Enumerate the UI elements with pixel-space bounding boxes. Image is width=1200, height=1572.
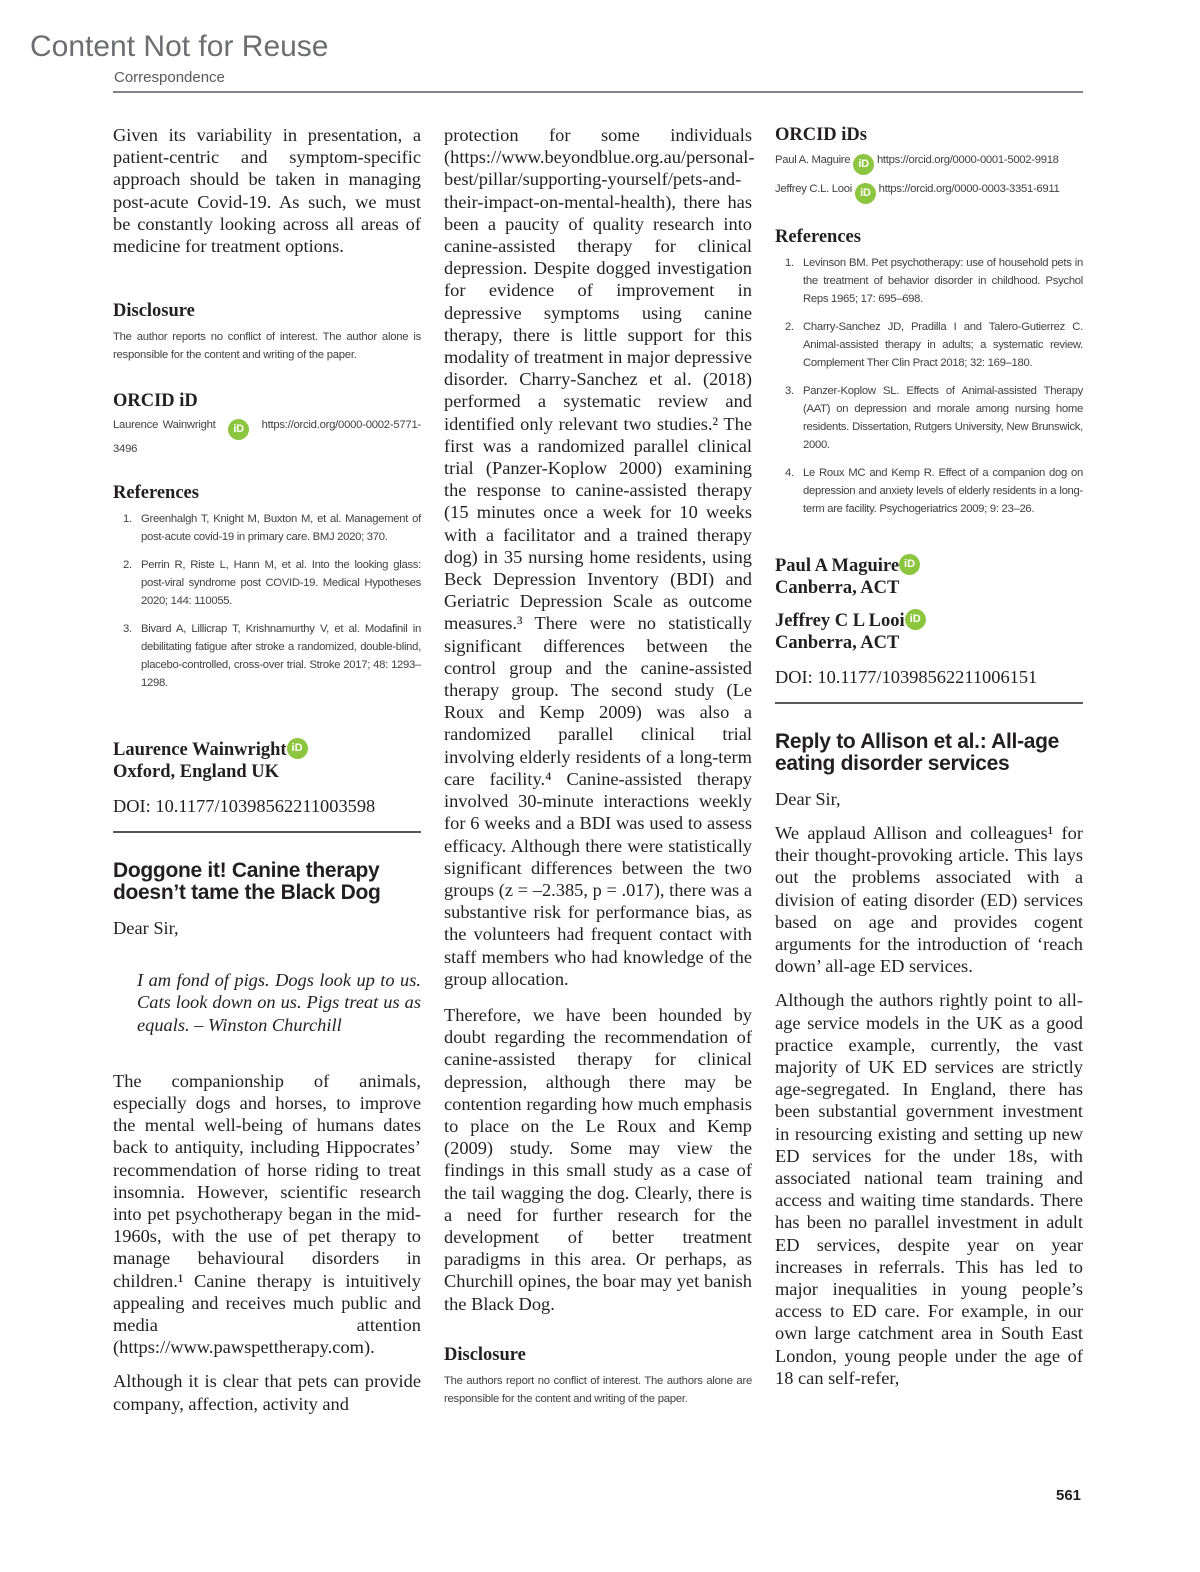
orcid-link[interactable]: https://orcid.org/0000-0003-3351-6911 <box>878 183 1060 195</box>
article-title: Doggone it! Canine therapy doesn’t tame the Black Dog <box>113 859 381 905</box>
orcid-entry <box>775 175 1083 204</box>
orcid-icon[interactable]: iD <box>905 609 926 630</box>
doi: DOI: 10.1177/10398562211006151 <box>775 667 1038 687</box>
column-1 <box>113 124 421 1415</box>
orcid-name: Jeffrey C.L. Looi <box>775 183 852 195</box>
page-number: 561 <box>1056 1487 1082 1504</box>
orcid-name: Laurence Wainwright <box>113 419 216 432</box>
orcid-icon[interactable]: iD <box>855 183 876 204</box>
references-heading: References <box>775 227 861 247</box>
disclosure-heading: Disclosure <box>113 301 195 322</box>
reference-number: 2. <box>785 321 794 333</box>
column-2 <box>444 124 755 1408</box>
orcid-link[interactable]: https://orcid.org/0000-0002-5771-3496 <box>113 419 421 456</box>
disclosure-text: The author reports no conflict of interest. The author alone is responsible for the content and writing of the paper. <box>113 331 421 362</box>
reference-item <box>113 556 421 610</box>
reference-text: Bivard A, Lillicrap T, Krishnamurthy V, et al. Modafinil in debilitating fatigue after stroke a randomized, double-blind, placebo-controlled, cross-over trial. Stroke 2017; 48: 1293–1298. <box>141 623 421 690</box>
author-location: Canberra, ACT <box>775 578 900 598</box>
divider <box>775 702 1083 704</box>
references-list <box>775 254 1083 518</box>
paragraph: Although the authors rightly point to all-age service models in the UK as a good practice example, currently, the vast majority of UK ED services are strictly age-segregated. In England, there has been substantial government investment in resourcing existing and setting up new ED services for the under 18s, with associated national team training and access and waiting time standards. There has been no parallel investment in adult ED services, despite year on year increases in referrals. This has led to major inequalities in young people’s access to ED care. For example, in our own large catchment area in South East London, young people under the age of 18 can self-refer, <box>775 990 1083 1388</box>
reference-item <box>775 318 1083 372</box>
epigraph-quote: I am fond of pigs. Dogs look up to us. Cats look down on us. Pigs treat us as equals. – Winston Churchill <box>137 970 421 1035</box>
author-name <box>775 554 1083 577</box>
reference-number: 3. <box>785 385 794 397</box>
orcid-entry <box>775 146 1083 175</box>
author-name <box>775 609 1083 632</box>
orcid-entry <box>113 416 421 458</box>
orcid-name: Paul A. Maguire <box>775 154 851 166</box>
reference-number: 1. <box>123 513 132 526</box>
reference-number: 1. <box>785 257 794 269</box>
paragraph: Therefore, we have been hounded by doubt regarding the recommendation of canine-assisted therapy for clinical depression, although there may be contention regarding how much emphasis to place on the Le Roux and Kemp (2009) study. Some may view the findings in this small study as a case of the tail wagging the dog. Clearly, there is a need for further research for the development of better treatment paradigms in this area. Or perhaps, as Churchill opines, the boar may yet banish the Black Dog. <box>444 1004 752 1314</box>
paragraph: We applaud Allison and colleagues¹ for their thought-provoking article. This lays out the problems associated with a division of eating disorder (ED) services based on age and provides cogent arguments for the introduction of ‘reach down’ all-age ED services. <box>775 823 1083 977</box>
reference-number: 4. <box>785 467 794 479</box>
author-name-text: Laurence Wainwright <box>113 740 287 761</box>
reference-text: Panzer-Koplow SL. Effects of Animal-assisted Therapy (AAT) on depression and morale among nursing home residents. Dissertation, Rutgers University, New Brunswick, 2000. <box>803 385 1083 451</box>
header-rule <box>113 91 1083 93</box>
paragraph: Although it is clear that pets can provide company, affection, activity and <box>113 1371 421 1414</box>
orcid-icon[interactable]: iD <box>899 554 920 575</box>
reference-text: Charry-Sanchez JD, Pradilla I and Talero-Gutierrez C. Animal-assisted therapy in adults; a systematic review. Complement Ther Clin Pract 2018; 32: 169–180. <box>803 321 1083 369</box>
orcid-heading: ORCID iD <box>113 391 198 412</box>
reference-text: Perrin R, Riste L, Hann M, et al. Into the looking glass: post-viral syndrome post COVID-19. Medical Hypotheses 2020; 144: 110055. <box>141 559 421 608</box>
reference-item <box>113 510 421 546</box>
article-title: Reply to Allison et al.: All-age eating disorder services <box>775 730 1060 775</box>
orcid-heading: ORCID iDs <box>775 125 867 145</box>
references-list <box>113 510 421 692</box>
orcid-icon[interactable]: iD <box>228 419 249 440</box>
reference-number: 3. <box>123 623 132 636</box>
salutation: Dear Sir, <box>775 789 841 809</box>
reference-item <box>775 382 1083 454</box>
disclosure-text: The authors report no conflict of interest. The authors alone are responsible for the content and writing of the paper. <box>444 1374 752 1405</box>
paragraph: The companionship of animals, especially dogs and horses, to improve the mental well-being of humans dates back to antiquity, including Hippocrates’ recommendation of horse riding to treat insomnia. However, scientific research into pet psychotherapy began in the mid-1960s, with the use of pet therapy to manage behavioural disorders in children.¹ Canine therapy is intuitively appealing and receives much public and media attention (https://www.pawspettherapy.com). <box>113 1070 421 1358</box>
doi: DOI: 10.1177/10398562211003598 <box>113 796 376 817</box>
reference-item <box>113 620 421 692</box>
section-label: Correspondence <box>114 69 225 86</box>
orcid-link[interactable]: https://orcid.org/0000-0001-5002-9918 <box>876 154 1059 166</box>
reference-text: Le Roux MC and Kemp R. Effect of a companion dog on depression and anxiety levels of elderly residents in a long-term are facility. Psychogeriatrics 2009; 9: 23–26. <box>803 467 1083 515</box>
author-name <box>113 738 421 761</box>
orcid-icon[interactable]: iD <box>853 154 874 175</box>
reference-item <box>775 254 1083 308</box>
divider <box>113 831 421 833</box>
reference-text: Levinson BM. Pet psychotherapy: use of household pets in the treatment of behavior disorder in childhood. Psychol Reps 1965; 17: 695–698. <box>803 257 1083 305</box>
references-heading: References <box>113 483 199 504</box>
salutation: Dear Sir, <box>113 918 179 939</box>
watermark: Content Not for Reuse <box>30 30 329 63</box>
column-3 <box>775 124 1083 1389</box>
intro-paragraph: Given its variability in presentation, a patient-centric and symptom-specific approach should be taken in managing post-acute Covid-19. As such, we must be constantly looking across all areas of medicine for treatment options. <box>113 125 421 257</box>
reference-text: Greenhalgh T, Knight M, Buxton M, et al. Management of post-acute covid-19 in primary care. BMJ 2020; 370. <box>141 513 421 544</box>
author-location: Canberra, ACT <box>775 633 900 653</box>
orcid-icon[interactable]: iD <box>287 738 308 759</box>
author-location: Oxford, England UK <box>113 762 280 783</box>
author-name-text: Paul A Maguire <box>775 556 900 576</box>
paragraph: protection for some individuals (https://www.beyondblue.org.au/personal-best/pillar/supporting-yourself/pets-and-their-impact-on-mental-health), there has been a paucity of quality research into canine-assisted therapy for clinical depression. Despite dogged investigation for evidence of improvement in depressive symptoms using canine therapy, there is little support for this modality of treatment in major depressive disorder. Charry-Sanchez et al. (2018) performed a systematic review and identified only relevant two studies.² The first was a randomized parallel clinical trial (Panzer-Koplow 2000) examining the response to canine-assisted therapy (15 minutes once a week for 10 weeks with a facilitator and a trained therapy dog) in 35 nursing home residents, using Beck Depression Inventory (BDI) and Geriatric Depression Scale as outcome measures.³ There were no statistically significant differences between the control group and the canine-assisted therapy group. The second study (Le Roux and Kemp 2009) was also a randomized parallel clinical trial involving elderly residents of a long-term care facility.⁴ Canine-assisted therapy involved 30-minute interactions weekly for 6 weeks and a BDI was used to assess efficacy. Although there were statistically significant differences between the two groups (z = –2.385, p = .017), there was a substantive risk for performance bias, as the volunteers had frequent contact with staff members who had knowledge of the group allocation. <box>444 125 755 989</box>
disclosure-heading: Disclosure <box>444 1344 526 1365</box>
reference-item <box>775 464 1083 518</box>
author-name-text: Jeffrey C L Looi <box>775 611 905 631</box>
reference-number: 2. <box>123 559 132 572</box>
